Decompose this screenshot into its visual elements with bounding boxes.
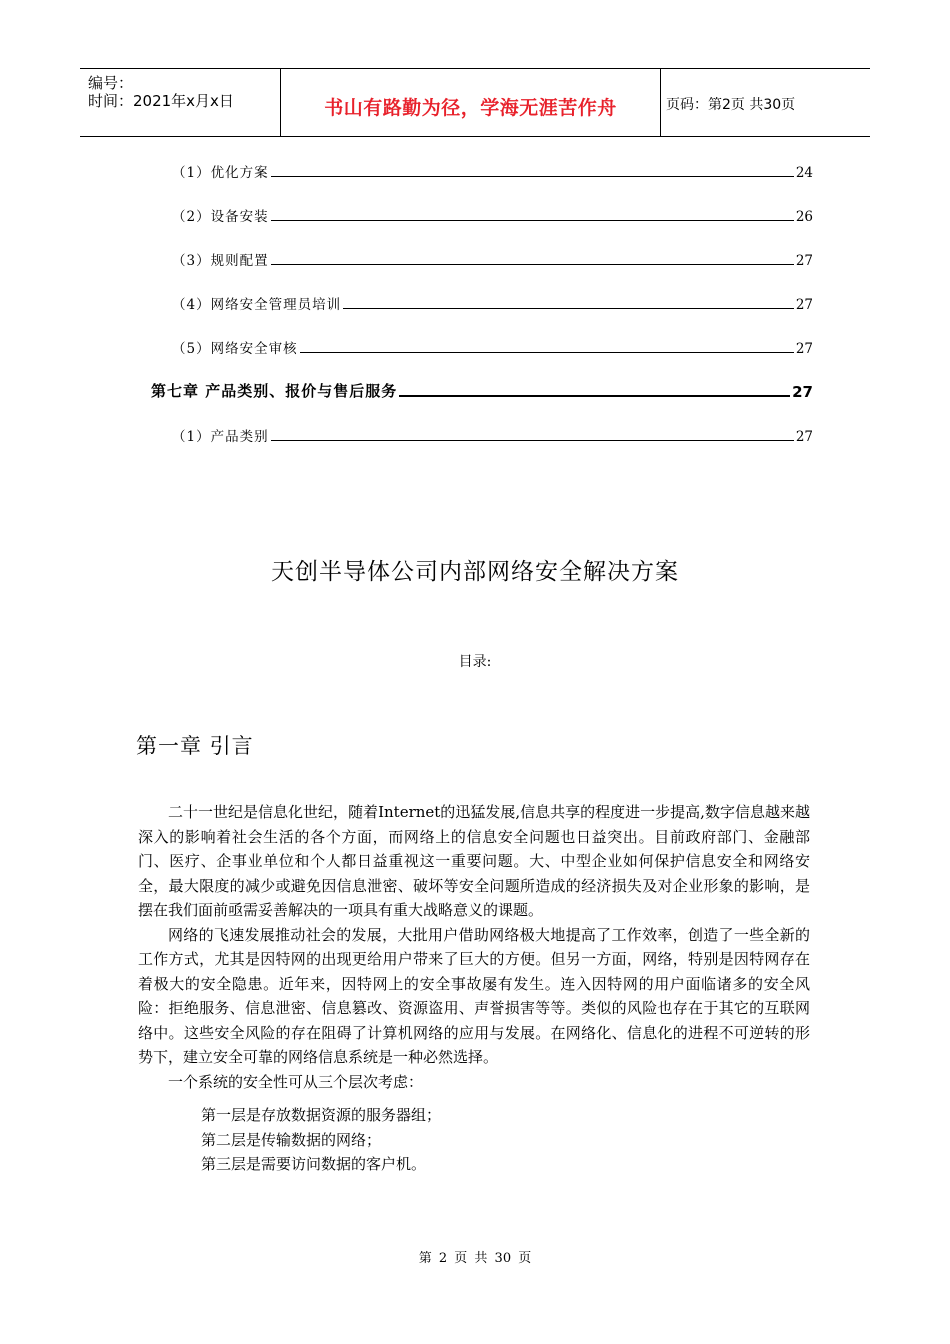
- page-header: [80, 68, 870, 137]
- document-title: 天创半导体公司内部网络安全解决方案: [271, 559, 679, 585]
- paragraph: 网络的飞速发展推动社会的发展，大批用户借助网络极大地提高了工作效率，创造了一些全新的工作方式，尤其是因特网的出现更给用户带来了巨大的方便。但另一方面，网络，特别是因特网存在着极大的安全隐患。近年来，因特网上的安全事故屡有发生。连入因特网的用户面临诸多的安全风险：拒绝服务、信息泄密、信息篡改、资源盗用、声誉损害等等。类似的风险也存在于其它的互联网络中。这些安全风险的存在阻碍了计算机网络的应用与发展。在网络化、信息化的进程不可逆转的形势下，建立安全可靠的网络信息系统是一种必然选择。: [138, 925, 810, 1066]
- motto-text: 书山有路勤为径，学海无涯苦作舟: [324, 97, 617, 119]
- serial-label: 编号：: [88, 74, 134, 92]
- toc-entry[interactable]: [172, 293, 813, 313]
- header-page-cell: [661, 69, 870, 136]
- toc-entry[interactable]: [172, 249, 813, 269]
- toc-entry[interactable]: [172, 337, 813, 357]
- page-footer: 第 2 页 共 30 页: [418, 1251, 532, 1266]
- toc-entry-text: （4）网络安全管理员培训: [172, 297, 342, 313]
- body-text: [138, 800, 810, 1094]
- toc-entry-text: （3）规则配置: [172, 253, 269, 269]
- toc-entry-text: 第七章 产品类别、报价与售后服务: [151, 382, 398, 400]
- paragraph: 一个系统的安全性可从三个层次考虑：: [168, 1072, 424, 1091]
- toc-entry-page: 27: [795, 429, 813, 445]
- page-info: 页码：第2页 共30页: [666, 97, 796, 113]
- toc-entry[interactable]: [172, 161, 813, 181]
- toc-entry[interactable]: [172, 425, 813, 445]
- toc-leader: [343, 308, 794, 309]
- toc-leader: [271, 440, 794, 441]
- toc-leader: [399, 395, 790, 397]
- toc-leader: [300, 352, 794, 353]
- toc-leader: [271, 264, 794, 265]
- toc-entry-page: 27: [795, 297, 813, 313]
- toc-entry-text: （2）设备安装: [172, 209, 269, 225]
- chapter-heading: 第一章 引言: [136, 734, 254, 758]
- toc-leader: [271, 220, 794, 221]
- paragraph: 二十一世纪是信息化世纪，随着Internet的迅猛发展,信息共享的程度进一步提高,数字信息越来越深入的影响着社会生活的各个方面，而网络上的信息安全问题也日益突出。目前政府部门、金融部门、医疗、企事业单位和个人都日益重视这一重要问题。大、中型企业如何保护信息安全和网络安全，最大限度的减少或避免因信息泄密、破坏等安全问题所造成的经济损失及对企业形象的影响，是摆在我们面前亟需妥善解决的一项具有重大战略意义的课题。: [138, 803, 810, 919]
- toc-entry-text: （1）产品类别: [172, 429, 269, 445]
- toc-entry-page: 27: [792, 383, 813, 401]
- toc-entry-page: 27: [795, 341, 813, 357]
- toc-entry-page: 26: [795, 209, 813, 225]
- list-item: 第三层是需要访问数据的客户机。: [201, 1155, 427, 1173]
- list-item: 第一层是存放数据资源的服务器组；: [201, 1106, 442, 1124]
- toc-leader: [271, 176, 794, 177]
- toc-entry[interactable]: [172, 205, 813, 225]
- header-motto-cell: [281, 69, 661, 136]
- toc-entry-page: 27: [795, 253, 813, 269]
- list-item: 第二层是传输数据的网络；: [201, 1130, 382, 1149]
- time-label: 时间：2021年x月x日: [88, 92, 234, 110]
- toc-chapter-entry[interactable]: [151, 381, 813, 401]
- layer-list: [201, 1103, 441, 1177]
- contents-label: 目录:: [458, 654, 492, 670]
- header-info-cell: [80, 69, 281, 136]
- toc-entry-text: （5）网络安全审核: [172, 341, 298, 357]
- toc-entry-page: 24: [795, 165, 813, 181]
- toc-entry-text: （1）优化方案: [172, 165, 269, 181]
